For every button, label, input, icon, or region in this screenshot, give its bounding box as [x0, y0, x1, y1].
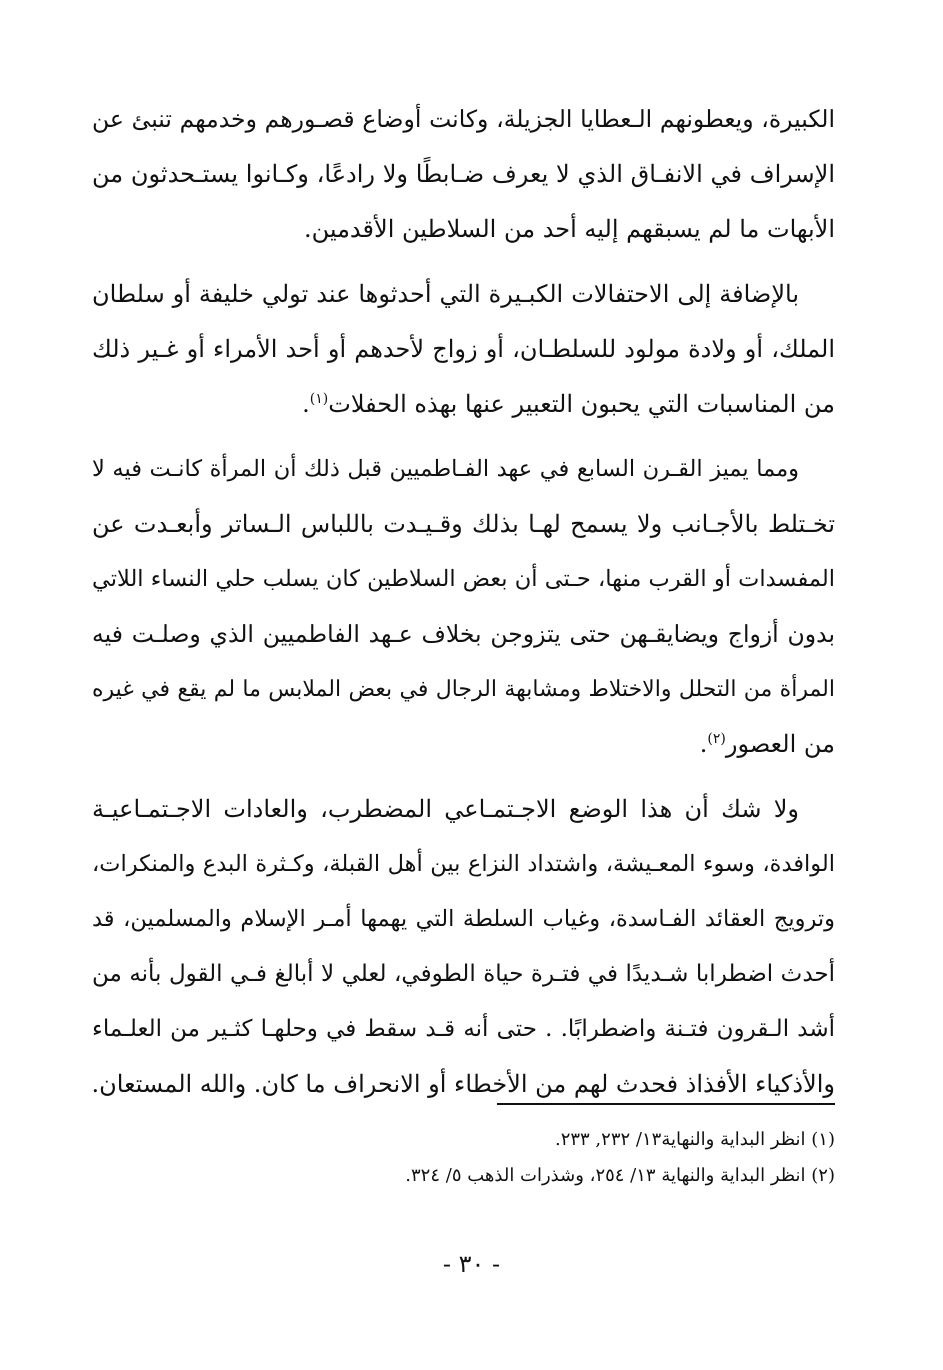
- text-fragment: من العصور: [725, 730, 835, 758]
- footnote-reference[interactable]: (٢): [707, 731, 726, 747]
- sentence-end: .: [302, 390, 310, 418]
- paragraph: [92, 92, 835, 257]
- text-line: الملك، أو ولادة مولود للسلطـان، أو زواج لأحدهم أو أحد الأمراء أو غـير ذلك: [92, 335, 835, 363]
- text-line: بدون أزواج ويضايقـهن حتى يتزوجن بخلاف عـهد الفاطميين الذي وصلـت فيه: [92, 620, 835, 648]
- paragraph: [92, 267, 835, 432]
- text-line: المفسدات أو القرب منها، حـتى أن بعض السلاطين كان يسلب حلي النساء اللاتي: [92, 566, 835, 592]
- text-line: المرأة من التحلل والاختلاط ومشابهة الرجال في بعض الملابس ما لم يقع في غيره: [92, 677, 835, 702]
- footnote-reference[interactable]: (١): [309, 391, 329, 407]
- footnote-separator: [497, 1103, 835, 1105]
- text-line: بالإضافة إلى الاحتفالات الكبـيرة التي أحدثوها عند تولي خليفة أو سلطان: [92, 280, 799, 308]
- text-line: الإسراف في الانفـاق الذي لا يعرف ضـابطًا ولا رادعًا، وكـانوا يستـحدثون من: [92, 160, 835, 188]
- text-line: تخـتلط بالأجـانب ولا يسمح لهـا بذلك وقـيـدت باللباس الـساتر وأبعـدت عن: [92, 510, 835, 538]
- text-line: وترويج العقائد الفـاسدة، وغياب السلطة التي يهمها أمـر الإسلام والمسلمين، قد: [92, 906, 835, 932]
- text-line: ولا شك أن هذا الوضع الاجـتمـاعي المضطرب، والعادات الاجـتمـاعيـة: [92, 795, 799, 823]
- text-line: الكبيرة، ويعطونهم الـعطايا الجزيلة، وكانت أوضاع قصـورهم وخدمهم تنبئ عن: [92, 105, 835, 133]
- text-line: الأبهات ما لم يسبقهم إليه أحد من السلاطين الأقدمين.: [303, 215, 835, 243]
- text-line: أشد الـقرون فتـنة واضطرابًا. . حتى أنه قـد سقط في وحلهـا كثـير من العلـماء: [92, 1016, 835, 1042]
- text-line: أحدث اضطرابا شـديدًا في فتـرة حياة الطوفي، لعلي لا أبالغ فـي القول بأنه من: [92, 961, 835, 987]
- footnote: (١) انظر البداية والنهاية١٣/ ٢٣٢, ٢٣٣.: [554, 1129, 835, 1150]
- footnotes: [92, 1122, 835, 1194]
- paragraph: [92, 442, 835, 772]
- text-line: الوافدة، وسوء المعـيشة، واشتداد النزاع بين أهل القبلة، وكـثرة البدع والمنكرات،: [92, 851, 835, 877]
- text-line: [92, 717, 835, 772]
- main-text: [92, 92, 835, 1112]
- page-number: - ٣٠ -: [442, 1250, 501, 1278]
- text-line: ومما يميز القـرن السابع في عهد الفـاطميين قبل ذلك أن المرأة كانـت فيه لا: [92, 456, 799, 482]
- text-line: والأذكياء الأفذاذ فحدث لهم من الأخطاء أو الانحراف ما كان. والله المستعان.: [92, 1070, 835, 1098]
- text-fragment: من المناسبات التي يحبون التعبير عنها بهذه الحفلات: [328, 390, 835, 418]
- text-line: [92, 377, 835, 432]
- paragraph: [92, 782, 835, 1112]
- sentence-end: .: [699, 730, 708, 758]
- footnote: (٢) انظر البداية والنهاية ١٣/ ٢٥٤، وشذرات الذهب ٥/ ٣٢٤.: [405, 1165, 835, 1186]
